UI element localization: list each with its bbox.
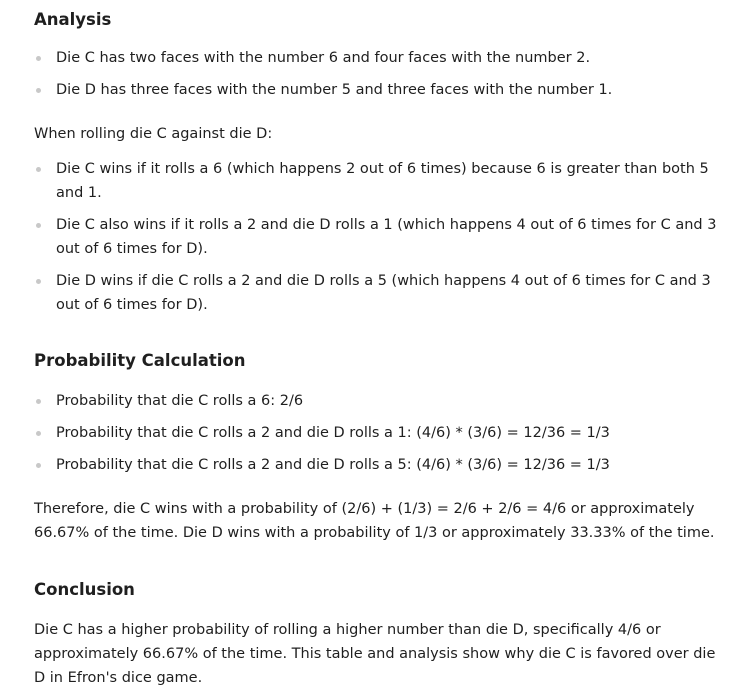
list-item: Die D wins if die C rolls a 2 and die D rolls a 5 (which happens 4 out of 6 times for C and 3 out of 6 times for D). (34, 269, 730, 317)
list-item: Probability that die C rolls a 2 and die D rolls a 1: (4/6) * (3/6) = 12/36 = 1/3 (34, 421, 730, 445)
list-item: Probability that die C rolls a 2 and die D rolls a 5: (4/6) * (3/6) = 12/36 = 1/3 (34, 453, 730, 477)
list-item: Die D has three faces with the number 5 and three faces with the number 1. (34, 78, 730, 102)
probability-summary: Therefore, die C wins with a probability of (2/6) + (1/3) = 2/6 + 2/6 = 4/6 or approximately 66.67% of the time. Die D wins with a probability of 1/3 or approximately 33.33% of the time. (34, 501, 715, 541)
list-item: Die C also wins if it rolls a 2 and die D rolls a 1 (which happens 4 out of 6 times for C and 3 out of 6 times for D). (34, 213, 730, 261)
analysis-heading: Analysis (34, 10, 112, 29)
list-item: Die C wins if it rolls a 6 (which happens 2 out of 6 times) because 6 is greater than both 5 and 1. (34, 157, 730, 205)
conclusion-heading: Conclusion (34, 580, 135, 599)
outcome-list (34, 157, 730, 317)
probability-heading: Probability Calculation (34, 351, 246, 370)
list-item: Probability that die C rolls a 6: 2/6 (34, 389, 730, 413)
conclusion-text: Die C has a higher probability of rolling a higher number than die D, specifically 4/6 or approximately 66.67% of the time. This table and analysis show why die C is favored over die D in Efron's dice game. (34, 622, 716, 686)
list-item: Die C has two faces with the number 6 and four faces with the number 2. (34, 46, 730, 70)
analysis-intro: When rolling die C against die D: (34, 126, 273, 142)
dice-description-list (34, 46, 730, 102)
probability-list (34, 389, 730, 477)
